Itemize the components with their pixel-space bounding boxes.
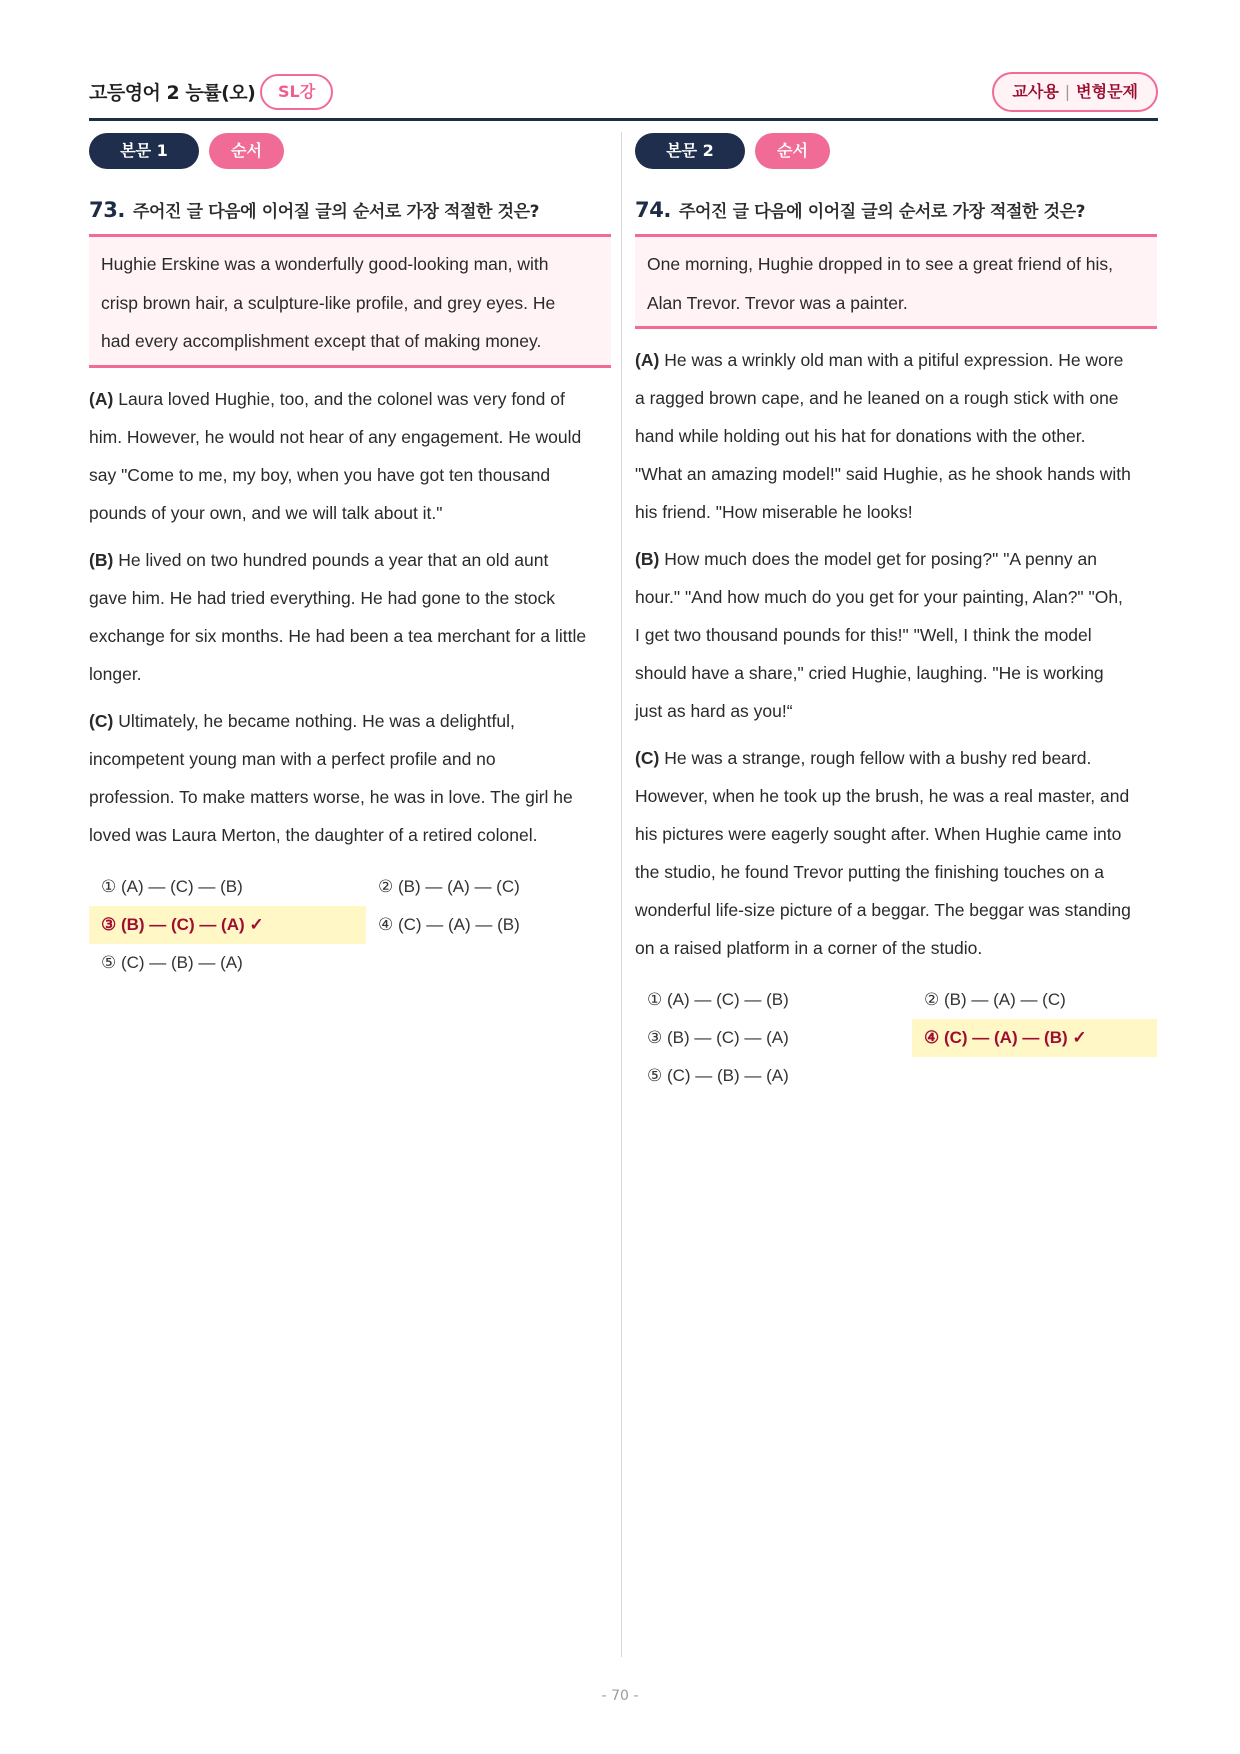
answer-option-4-correct[interactable]: ④ (C) — (A) — (B) ✓ <box>912 1019 1157 1057</box>
paragraph-line: longer. <box>89 663 142 684</box>
question-text: 주어진 글 다음에 이어질 글의 순서로 가장 적절한 것은? <box>679 202 1086 222</box>
paragraph-label: (A) <box>635 350 660 370</box>
paragraph-line: say "Come to me, my boy, when you have got ten thousand <box>89 464 551 485</box>
answer-option-4[interactable]: ④ (C) — (A) — (B) <box>378 914 520 934</box>
paragraph-line: hour." "And how much do you get for your painting, Alan?" "Oh, <box>635 587 1123 607</box>
paragraph-line: Laura loved Hughie, too, and the colonel was very fond of <box>118 388 565 409</box>
question-number: 74. <box>635 198 672 222</box>
page-number: - 70 - <box>601 1688 639 1704</box>
paragraph-label: (C) <box>89 710 114 731</box>
question-type-tag: 순서 <box>209 133 284 169</box>
question-type-tag: 순서 <box>755 133 830 169</box>
paragraph-line: him. However, he would not hear of any engagement. He would <box>89 426 582 447</box>
answer-option-5[interactable]: ⑤ (C) — (B) — (A) <box>101 952 243 972</box>
paragraph-line: loved was Laura Merton, the daughter of a retired colonel. <box>89 824 538 845</box>
question-number: 73. <box>89 198 126 222</box>
question-column-2 <box>635 133 1157 1095</box>
question-title <box>635 197 1157 222</box>
paragraph-a <box>89 380 611 532</box>
passage-pills <box>89 133 611 169</box>
answer-option-3-correct[interactable]: ③ (B) — (C) — (A) ✓ <box>89 906 366 944</box>
answer-option-2[interactable]: ② (B) — (A) — (C) <box>924 990 1066 1009</box>
passage-label: 본문 1 <box>89 133 199 169</box>
paragraph-line: I get two thousand pounds for this!" "Well, I think the model <box>635 625 1092 645</box>
paragraph-line: "What an amazing model!" said Hughie, as he shook hands with <box>635 464 1131 484</box>
paragraph-line: How much does the model get for posing?" "A penny an <box>664 549 1097 569</box>
paragraph-line: a ragged brown cape, and he leaned on a rough stick with one <box>635 388 1119 408</box>
paragraph-line: exchange for six months. He had been a tea merchant for a little <box>89 625 587 646</box>
given-text-box <box>89 234 611 368</box>
given-line: One morning, Hughie dropped in to see a great friend of his, <box>647 254 1113 274</box>
paragraph-line: He was a strange, rough fellow with a bushy red beard. <box>664 748 1092 768</box>
passage-label: 본문 2 <box>635 133 745 169</box>
question-column-1 <box>89 133 611 982</box>
paragraph-a <box>635 341 1157 531</box>
edition-label: 교사용 <box>1012 82 1059 101</box>
answer-option-1[interactable]: ① (A) — (C) — (B) <box>647 990 789 1009</box>
answer-option-1[interactable]: ① (A) — (C) — (B) <box>101 876 243 896</box>
answer-option-2[interactable]: ② (B) — (A) — (C) <box>378 876 520 896</box>
paragraph-line: wonderful life-size picture of a beggar. The beggar was standing <box>635 900 1131 920</box>
paragraph-label: (B) <box>635 549 660 569</box>
paragraph-line: the studio, he found Trevor putting the finishing touches on a <box>635 862 1104 882</box>
edition-type: 변형문제 <box>1076 82 1138 101</box>
given-text-box <box>635 234 1157 329</box>
paragraph-label: (C) <box>635 748 660 768</box>
paragraph-line: on a raised platform in a corner of the studio. <box>635 938 983 958</box>
book-title: 고등영어 2 능률(오) <box>89 82 256 104</box>
lesson-badge: SL강 <box>260 74 333 110</box>
given-line: Hughie Erskine was a wonderfully good-looking man, with <box>101 254 549 274</box>
given-line: crisp brown hair, a sculpture-like profile, and grey eyes. He <box>101 292 556 313</box>
paragraph-line: just as hard as you!“ <box>635 701 793 721</box>
answer-option-5[interactable]: ⑤ (C) — (B) — (A) <box>647 1066 789 1085</box>
paragraph-c <box>635 739 1157 967</box>
question-title <box>89 197 611 222</box>
paragraph-line: Ultimately, he became nothing. He was a delightful, <box>118 710 515 731</box>
edition-badge <box>992 72 1158 112</box>
paragraph-line: should have a share," cried Hughie, laughing. "He is working <box>635 663 1104 683</box>
header-rule <box>89 118 1158 121</box>
paragraph-line: However, when he took up the brush, he was a real master, and <box>635 786 1130 806</box>
answer-options <box>635 981 1157 1095</box>
edition-separator: | <box>1064 82 1071 101</box>
paragraph-line: his pictures were eagerly sought after. When Hughie came into <box>635 824 1122 844</box>
paragraph-line: gave him. He had tried everything. He had gone to the stock <box>89 587 555 608</box>
paragraph-line: He was a wrinkly old man with a pitiful expression. He wore <box>664 350 1124 370</box>
paragraph-b <box>89 541 611 693</box>
paragraph-line: incompetent young man with a perfect profile and no <box>89 748 496 769</box>
passage-paragraphs <box>635 341 1157 967</box>
paragraph-b <box>635 540 1157 730</box>
paragraph-line: hand while holding out his hat for donations with the other. <box>635 426 1086 446</box>
column-divider <box>621 132 622 1657</box>
passage-paragraphs <box>89 380 611 854</box>
paragraph-line: his friend. "How miserable he looks! <box>635 502 913 522</box>
answer-option-3[interactable]: ③ (B) — (C) — (A) <box>647 1028 789 1047</box>
paragraph-line: profession. To make matters worse, he was in love. The girl he <box>89 786 573 807</box>
given-line: had every accomplishment except that of making money. <box>101 331 542 351</box>
paragraph-line: He lived on two hundred pounds a year that an old aunt <box>118 549 549 570</box>
paragraph-c <box>89 702 611 854</box>
paragraph-label: (A) <box>89 388 114 409</box>
question-text: 주어진 글 다음에 이어질 글의 순서로 가장 적절한 것은? <box>133 202 540 222</box>
passage-pills <box>635 133 1157 169</box>
paragraph-label: (B) <box>89 549 114 570</box>
given-line: Alan Trevor. Trevor was a painter. <box>647 292 908 313</box>
answer-options <box>89 868 611 982</box>
paragraph-line: pounds of your own, and we will talk about it." <box>89 502 443 523</box>
